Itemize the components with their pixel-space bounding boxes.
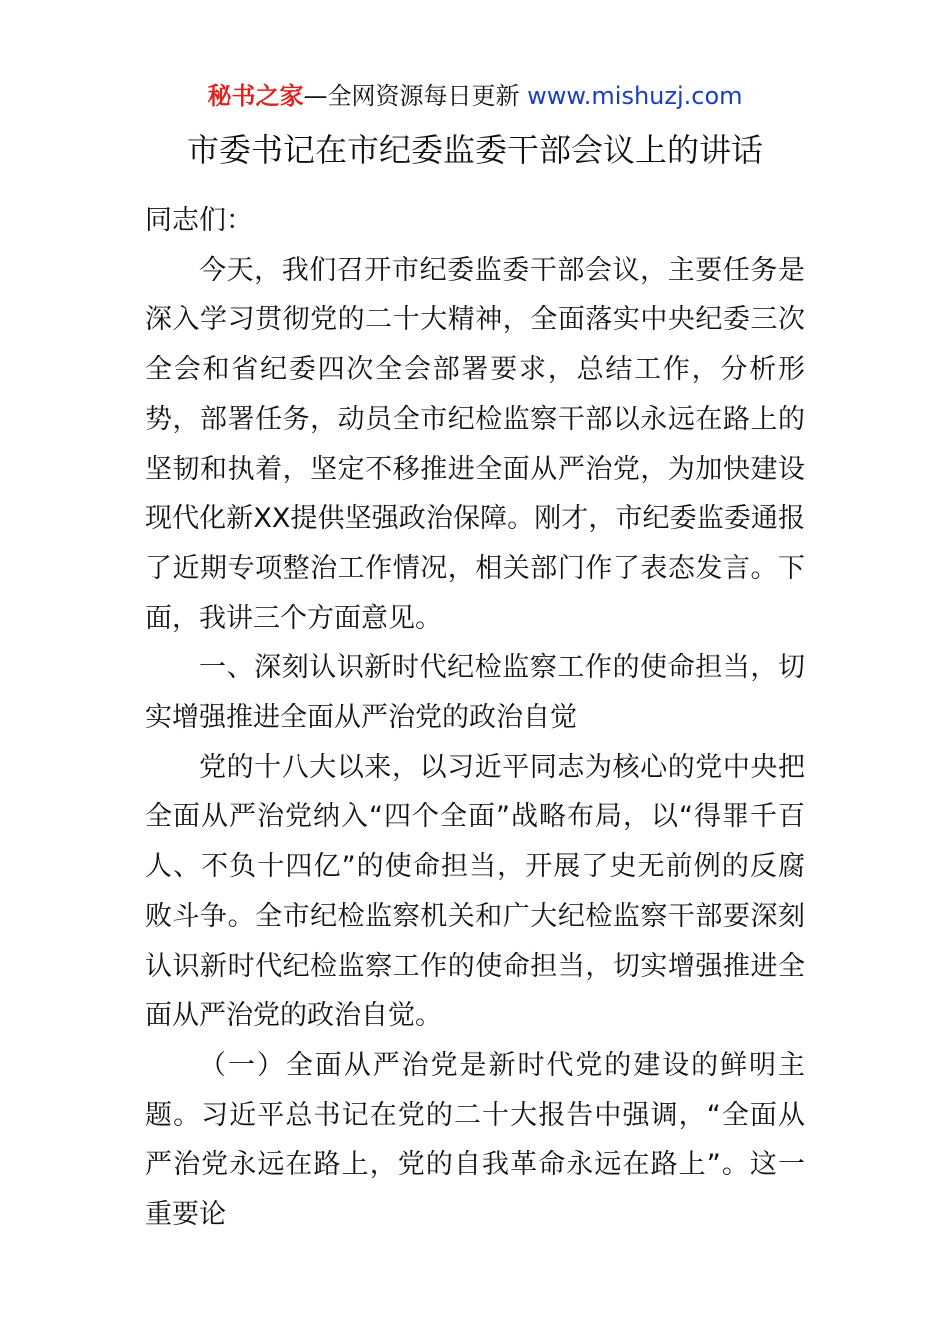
paragraph-subsection-one: （一）全面从严治党是新时代党的建设的鲜明主题。习近平总书记在党的二十大报告中强调，“全面从严治党永远在路上，党的自我革命永远在路上”。这一重要论 bbox=[145, 1049, 805, 1231]
site-header bbox=[0, 80, 950, 112]
header-tagline: —全网资源每日更新 bbox=[303, 82, 520, 110]
section-heading-one: 一、深刻认识新时代纪检监察工作的使命担当，切实增强推进全面从严治党的政治自觉 bbox=[145, 652, 805, 734]
salutation: 同志们： bbox=[145, 205, 253, 236]
paragraph-section-one: 党的十八大以来，以习近平同志为核心的党中央把全面从严治党纳入“四个全面”战略布局，以“得罪千百人、不负十四亿”的使命担当，开展了史无前例的反腐败斗争。全市纪检监察机关和广大纪检监察干部要深刻认识新时代纪检监察工作的使命担当，切实增强推进全面从严治党的政治自觉。 bbox=[145, 751, 805, 1032]
site-url-link[interactable]: www.mishuzj.com bbox=[527, 82, 743, 110]
paragraph-intro: 今天，我们召开市纪委监委干部会议，主要任务是深入学习贯彻党的二十大精神，全面落实中央纪委三次全会和省纪委四次全会部署要求，总结工作，分析形势，部署任务，动员全市纪检监察干部以永远在路上的坚韧和执着，坚定不移推进全面从严治党，为加快建设现代化新XX提供坚强政治保障。刚才，市纪委监委通报了近期专项整治工作情况，相关部门作了表态发言。下面，我讲三个方面意见。 bbox=[145, 254, 805, 634]
brand-name: 秘书之家 bbox=[207, 82, 304, 110]
document-title: 市委书记在市纪委监委干部会议上的讲话 bbox=[186, 131, 763, 169]
document-body bbox=[145, 196, 805, 1240]
